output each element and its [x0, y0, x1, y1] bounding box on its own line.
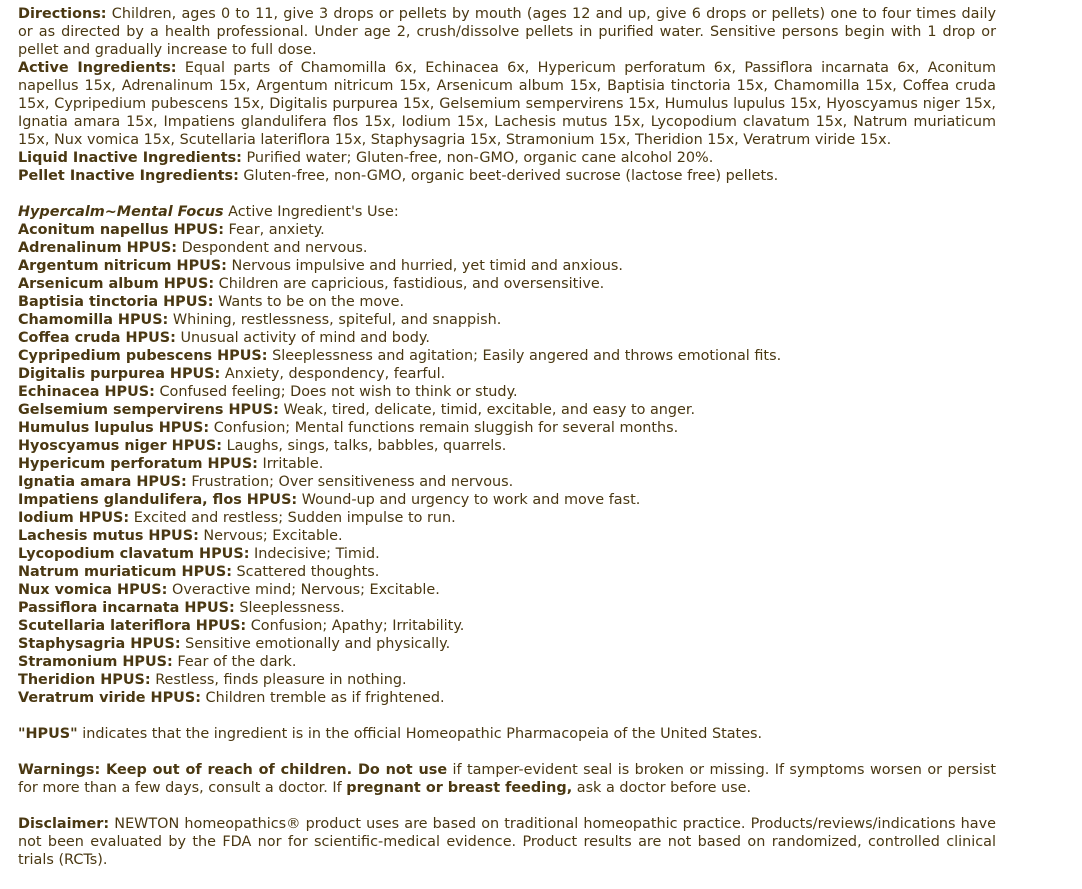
ingredient-name: Coffea cruda HPUS: — [18, 330, 176, 346]
ingredient-name: Staphysagria HPUS: — [18, 636, 181, 652]
ingredient-name: Passiflora incarnata HPUS: — [18, 600, 235, 616]
ingredient-use-row — [18, 671, 996, 689]
ingredient-use-text: Sleeplessness and agitation; Easily angered and throws emotional fits. — [267, 348, 782, 364]
ingredient-use-row — [18, 257, 996, 275]
ingredient-uses-list — [18, 221, 996, 707]
ingredient-use-text: Wants to be on the move. — [213, 294, 405, 310]
hpus-term: "HPUS" — [18, 726, 78, 742]
ingredient-name: Nux vomica HPUS: — [18, 582, 168, 598]
spacer — [18, 743, 996, 761]
product-name: Hypercalm~Mental Focus — [18, 204, 224, 220]
ingredient-use-text: Nervous; Excitable. — [198, 528, 343, 544]
ingredient-use-row — [18, 599, 996, 617]
ingredient-use-row — [18, 563, 996, 581]
ingredient-use-row — [18, 293, 996, 311]
ingredient-use-text: Weak, tired, delicate, timid, excitable, and easy to anger. — [278, 402, 696, 418]
ingredient-use-text: Frustration; Over sensitiveness and nervous. — [186, 474, 514, 490]
hpus-note — [18, 725, 996, 743]
ingredient-use-text: Sensitive emotionally and physically. — [180, 636, 451, 652]
warnings-bold-pregnant: pregnant or breast feeding, — [346, 780, 573, 796]
ingredient-name: Adrenalinum HPUS: — [18, 240, 178, 256]
ingredient-use-row — [18, 311, 996, 329]
directions-text: Children, ages 0 to 11, give 3 drops or pellets by mouth (ages 12 and up, give 6 drops or pellets) one to four times daily or as directed by a health professional. Under age 2, crush/dissolve pellets in purified water. Sensitive persons begin with 1 drop or pellet and gradually increase to full dose. — [18, 6, 996, 58]
ingredient-use-text: Fear, anxiety. — [223, 222, 325, 238]
ingredient-use-row — [18, 221, 996, 239]
ingredient-use-text: Overactive mind; Nervous; Excitable. — [167, 582, 440, 598]
ingredient-name: Chamomilla HPUS: — [18, 312, 169, 328]
ingredient-use-text: Restless, finds pleasure in nothing. — [150, 672, 407, 688]
pellet-inactive-text: Gluten-free, non-GMO, organic beet-derived sucrose (lactose free) pellets. — [238, 168, 779, 184]
ingredient-name: Lycopodium clavatum HPUS: — [18, 546, 250, 562]
ingredient-use-text: Laughs, sings, talks, babbles, quarrels. — [222, 438, 507, 454]
liquid-inactive-text: Purified water; Gluten-free, non-GMO, organic cane alcohol 20%. — [241, 150, 714, 166]
ingredient-use-row — [18, 527, 996, 545]
product-info-document — [18, 5, 996, 869]
ingredient-use-text: Confusion; Mental functions remain sluggish for several months. — [209, 420, 679, 436]
ingredient-use-row — [18, 491, 996, 509]
active-ingredients-paragraph — [18, 59, 996, 149]
warnings-label: Warnings: — [18, 762, 101, 778]
liquid-inactive-label: Liquid Inactive Ingredients: — [18, 150, 242, 166]
pellet-inactive-paragraph — [18, 167, 996, 185]
ingredient-name: Lachesis mutus HPUS: — [18, 528, 199, 544]
disclaimer-text: NEWTON homeopathics® product uses are based on traditional homeopathic practice. Products/reviews/indications have not been evaluated by the FDA nor for scientific-medical evidence. Product results are not based on randomized, controlled clinical trials (RCTs). — [18, 816, 996, 868]
ingredient-use-text: Confused feeling; Does not wish to think or study. — [154, 384, 518, 400]
ingredient-use-text: Excited and restless; Sudden impulse to run. — [129, 510, 456, 526]
warnings-text-2: ask a doctor before use. — [572, 780, 752, 796]
ingredient-name: Baptisia tinctoria HPUS: — [18, 294, 214, 310]
ingredient-use-row — [18, 509, 996, 527]
warnings-paragraph — [18, 761, 996, 797]
active-ingredients-text: Equal parts of Chamomilla 6x, Echinacea 6x, Hypericum perforatum 6x, Passiflora incarnata 6x, Aconitum napellus 15x, Adrenalinum 15x, Argentum nitricum 15x, Arsenicum album 15x, Baptisia tinctoria 15x, Chamomilla 15x, Coffea cruda 15x, Cypripedium pubescens 15x, Digitalis purpurea 15x, Gelsemium sempervirens 15x, Humulus lupulus 15x, Hyoscyamus niger 15x, Ignatia amara 15x, Impatiens glandulifera flos 15x, Iodium 15x, Lachesis mutus 15x, Lycopodium clavatum 15x, Natrum muriaticum 15x, Nux vomica 15x, Scutellaria lateriflora 15x, Staphysagria 15x, Stramonium 15x, Theridion 15x, Veratrum viride 15x. — [18, 60, 997, 148]
warnings-text-1: if tamper-evident seal is broken or missing. If symptoms worsen or persist for more than a few days, consult a doctor. If — [18, 762, 996, 796]
ingredient-name: Natrum muriaticum HPUS: — [18, 564, 232, 580]
ingredient-use-text: Fear of the dark. — [172, 654, 297, 670]
uses-header — [18, 203, 996, 221]
ingredient-use-text: Scattered thoughts. — [231, 564, 380, 580]
ingredient-use-row — [18, 635, 996, 653]
spacer — [18, 707, 996, 725]
ingredient-name: Stramonium HPUS: — [18, 654, 173, 670]
ingredient-use-text: Despondent and nervous. — [177, 240, 368, 256]
ingredient-use-row — [18, 689, 996, 707]
disclaimer-paragraph — [18, 815, 996, 869]
ingredient-use-row — [18, 473, 996, 491]
ingredient-use-text: Wound-up and urgency to work and move fast. — [297, 492, 641, 508]
spacer — [18, 797, 996, 815]
ingredient-use-row — [18, 455, 996, 473]
ingredient-name: Iodium HPUS: — [18, 510, 130, 526]
ingredient-name: Ignatia amara HPUS: — [18, 474, 187, 490]
pellet-inactive-label: Pellet Inactive Ingredients: — [18, 168, 239, 184]
ingredient-name: Humulus lupulus HPUS: — [18, 420, 210, 436]
ingredient-use-row — [18, 437, 996, 455]
ingredient-use-text: Children are capricious, fastidious, and oversensitive. — [214, 276, 605, 292]
ingredient-name: Digitalis purpurea HPUS: — [18, 366, 221, 382]
ingredient-use-row — [18, 419, 996, 437]
ingredient-name: Theridion HPUS: — [18, 672, 151, 688]
ingredient-name: Impatiens glandulifera, flos HPUS: — [18, 492, 298, 508]
ingredient-use-text: Sleeplessness. — [234, 600, 345, 616]
ingredient-use-row — [18, 653, 996, 671]
ingredient-name: Hyoscyamus niger HPUS: — [18, 438, 223, 454]
uses-header-text: Active Ingredient's Use: — [223, 204, 399, 220]
ingredient-use-row — [18, 275, 996, 293]
ingredient-use-text: Confusion; Apathy; Irritability. — [246, 618, 465, 634]
ingredient-name: Arsenicum album HPUS: — [18, 276, 215, 292]
ingredient-name: Cypripedium pubescens HPUS: — [18, 348, 268, 364]
ingredient-use-text: Children tremble as if frightened. — [200, 690, 445, 706]
directions-label: Directions: — [18, 6, 107, 22]
ingredient-use-row — [18, 329, 996, 347]
ingredient-name: Echinacea HPUS: — [18, 384, 155, 400]
ingredient-name: Argentum nitricum HPUS: — [18, 258, 227, 274]
spacer — [18, 185, 996, 203]
ingredient-name: Veratrum viride HPUS: — [18, 690, 201, 706]
hpus-note-text: indicates that the ingredient is in the official Homeopathic Pharmacopeia of the United States. — [77, 726, 763, 742]
ingredient-use-row — [18, 365, 996, 383]
ingredient-use-row — [18, 581, 996, 599]
liquid-inactive-paragraph — [18, 149, 996, 167]
ingredient-use-text: Anxiety, despondency, fearful. — [220, 366, 446, 382]
warnings-bold-keep-out: Keep out of reach of children. Do not use — [100, 762, 448, 778]
ingredient-name: Gelsemium sempervirens HPUS: — [18, 402, 279, 418]
ingredient-use-row — [18, 239, 996, 257]
directions-paragraph — [18, 5, 996, 59]
ingredient-name: Aconitum napellus HPUS: — [18, 222, 224, 238]
active-ingredients-label: Active Ingredients: — [18, 60, 177, 76]
ingredient-use-row — [18, 617, 996, 635]
ingredient-use-row — [18, 545, 996, 563]
ingredient-use-row — [18, 383, 996, 401]
ingredient-use-text: Nervous impulsive and hurried, yet timid and anxious. — [226, 258, 623, 274]
ingredient-use-text: Indecisive; Timid. — [249, 546, 380, 562]
ingredient-use-row — [18, 401, 996, 419]
ingredient-use-text: Whining, restlessness, spiteful, and snappish. — [168, 312, 502, 328]
ingredient-name: Hypericum perforatum HPUS: — [18, 456, 258, 472]
ingredient-use-text: Unusual activity of mind and body. — [175, 330, 430, 346]
disclaimer-label: Disclaimer: — [18, 816, 110, 832]
ingredient-use-text: Irritable. — [257, 456, 324, 472]
ingredient-name: Scutellaria lateriflora HPUS: — [18, 618, 247, 634]
ingredient-use-row — [18, 347, 996, 365]
